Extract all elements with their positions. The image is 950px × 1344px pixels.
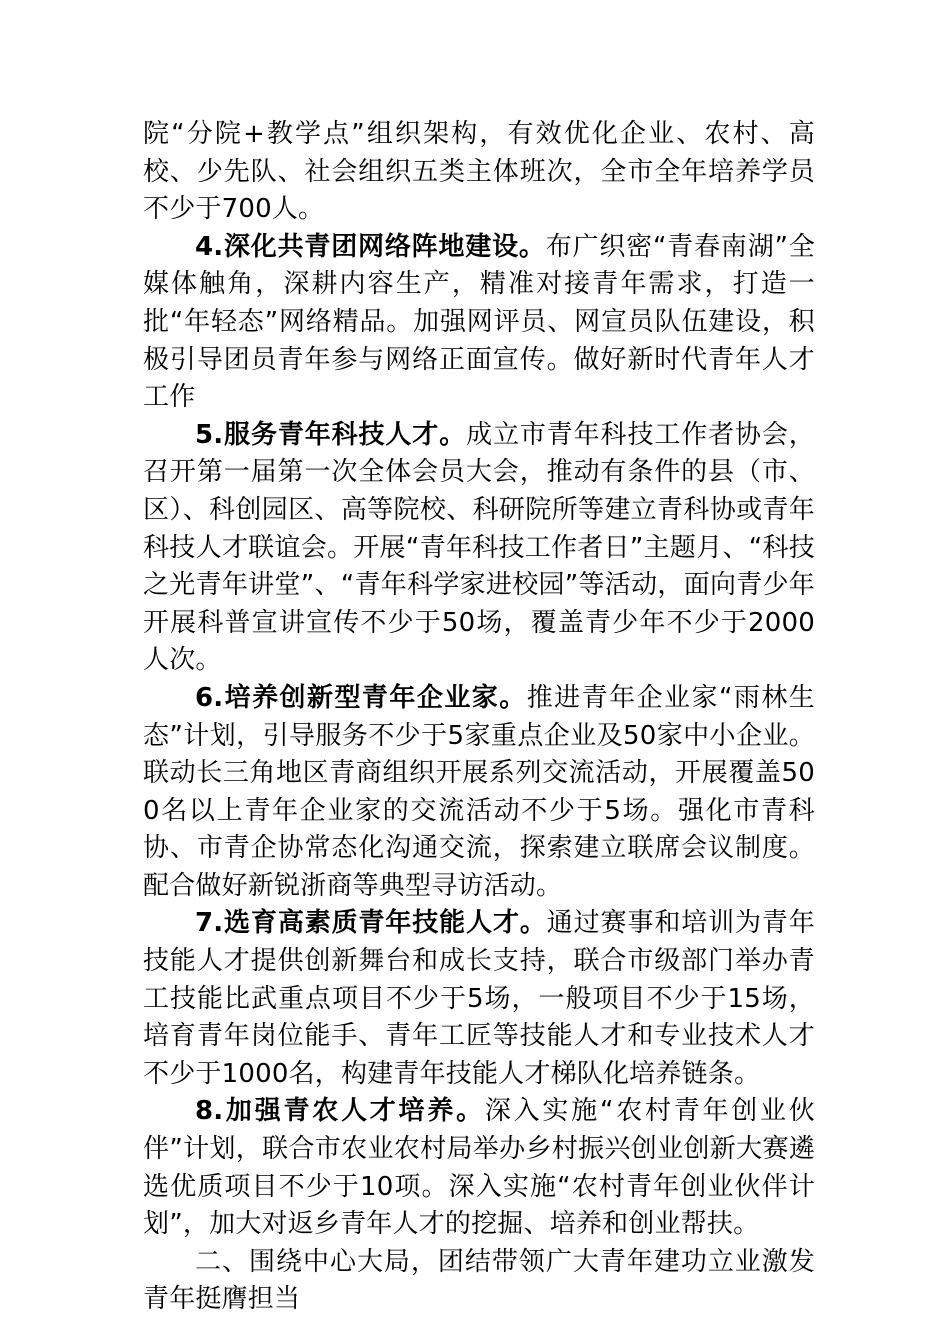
paragraph-text: 成立市青年科技工作者协会，召开第一届第一次全体会员大会，推动有条件的县（市、区）、科创园区、高等院校、科研院所等建立青科协或青年科技人才联谊会。开展“青年科技工作者日”主题月、“科技之光青年讲堂”、“青年科学家进校园”等活动，面向青少年开展科普宣讲宣传不少于50场，覆盖青少年不少于2000人次。: [143, 419, 815, 676]
paragraph-heading: 4.深化共青团网络阵地建设。: [195, 231, 546, 262]
paragraph-text: 布广织密“青春南湖”全媒体触角，深耕内容生产，精准对接青年需求，打造一批“年轻态”网络精品。加强网评员、网宣员队伍建设，积极引导团员青年参与网络正面宣传。做好新时代青年人才工作: [143, 231, 815, 413]
paragraph-text: 深入实施“农村青年创业伙伴”计划，联合市农业农村局举办乡村振兴创业创新大赛遴选优质项目不少于10项。深入实施“农村青年创业伙伴计划”，加大对返乡青年人才的挖掘、培养和创业帮扶。: [143, 1096, 816, 1240]
paragraph-text: 通过赛事和培训为青年技能人才提供创新舞台和成长支持，联合市级部门举办青工技能比武重点项目不少于5场，一般项目不少于15场，培育青年岗位能手、青年工匠等技能人才和专业技术人才不少于1000名，构建青年技能人才梯队化培养链条。: [143, 908, 815, 1089]
paragraph-heading: 8.加强青农人才培养。: [195, 1096, 485, 1127]
paragraph-heading: 5.服务青年科技人才。: [195, 419, 467, 450]
paragraph-text: 院“分院+教学点”组织架构，有效优化企业、农村、高校、少先队、社会组织五类主体班次，全市全年培养学员不少于700人。: [143, 119, 815, 225]
paragraph-item-7: [143, 905, 815, 1093]
paragraph-heading: 7.选育高素质青年技能人才。: [195, 908, 547, 939]
paragraph-item-5: [143, 417, 815, 680]
paragraph-item-8: [143, 1093, 815, 1243]
paragraph-text: 推进青年企业家“雨林生态”计划，引导服务不少于5家重点企业及50家中小企业。联动长三角地区青商组织开展系列交流活动，开展覆盖500名以上青年企业家的交流活动不少于5场。强化市青科协、市青企协常态化沟通交流，探索建立联席会议制度。配合做好新锐浙商等典型寻访活动。: [143, 682, 816, 901]
paragraph-heading: 6.培养创新型青年企业家。: [195, 682, 527, 713]
paragraph-item-4: [143, 229, 815, 417]
document-body: [143, 116, 815, 1319]
section-heading: [143, 1244, 815, 1319]
paragraph-continuation: [143, 116, 815, 229]
paragraph-item-6: [143, 680, 815, 906]
paragraph-text: 二、围绕中心大局，团结带领广大青年建功立业激发青年挺膺担当: [143, 1246, 815, 1315]
